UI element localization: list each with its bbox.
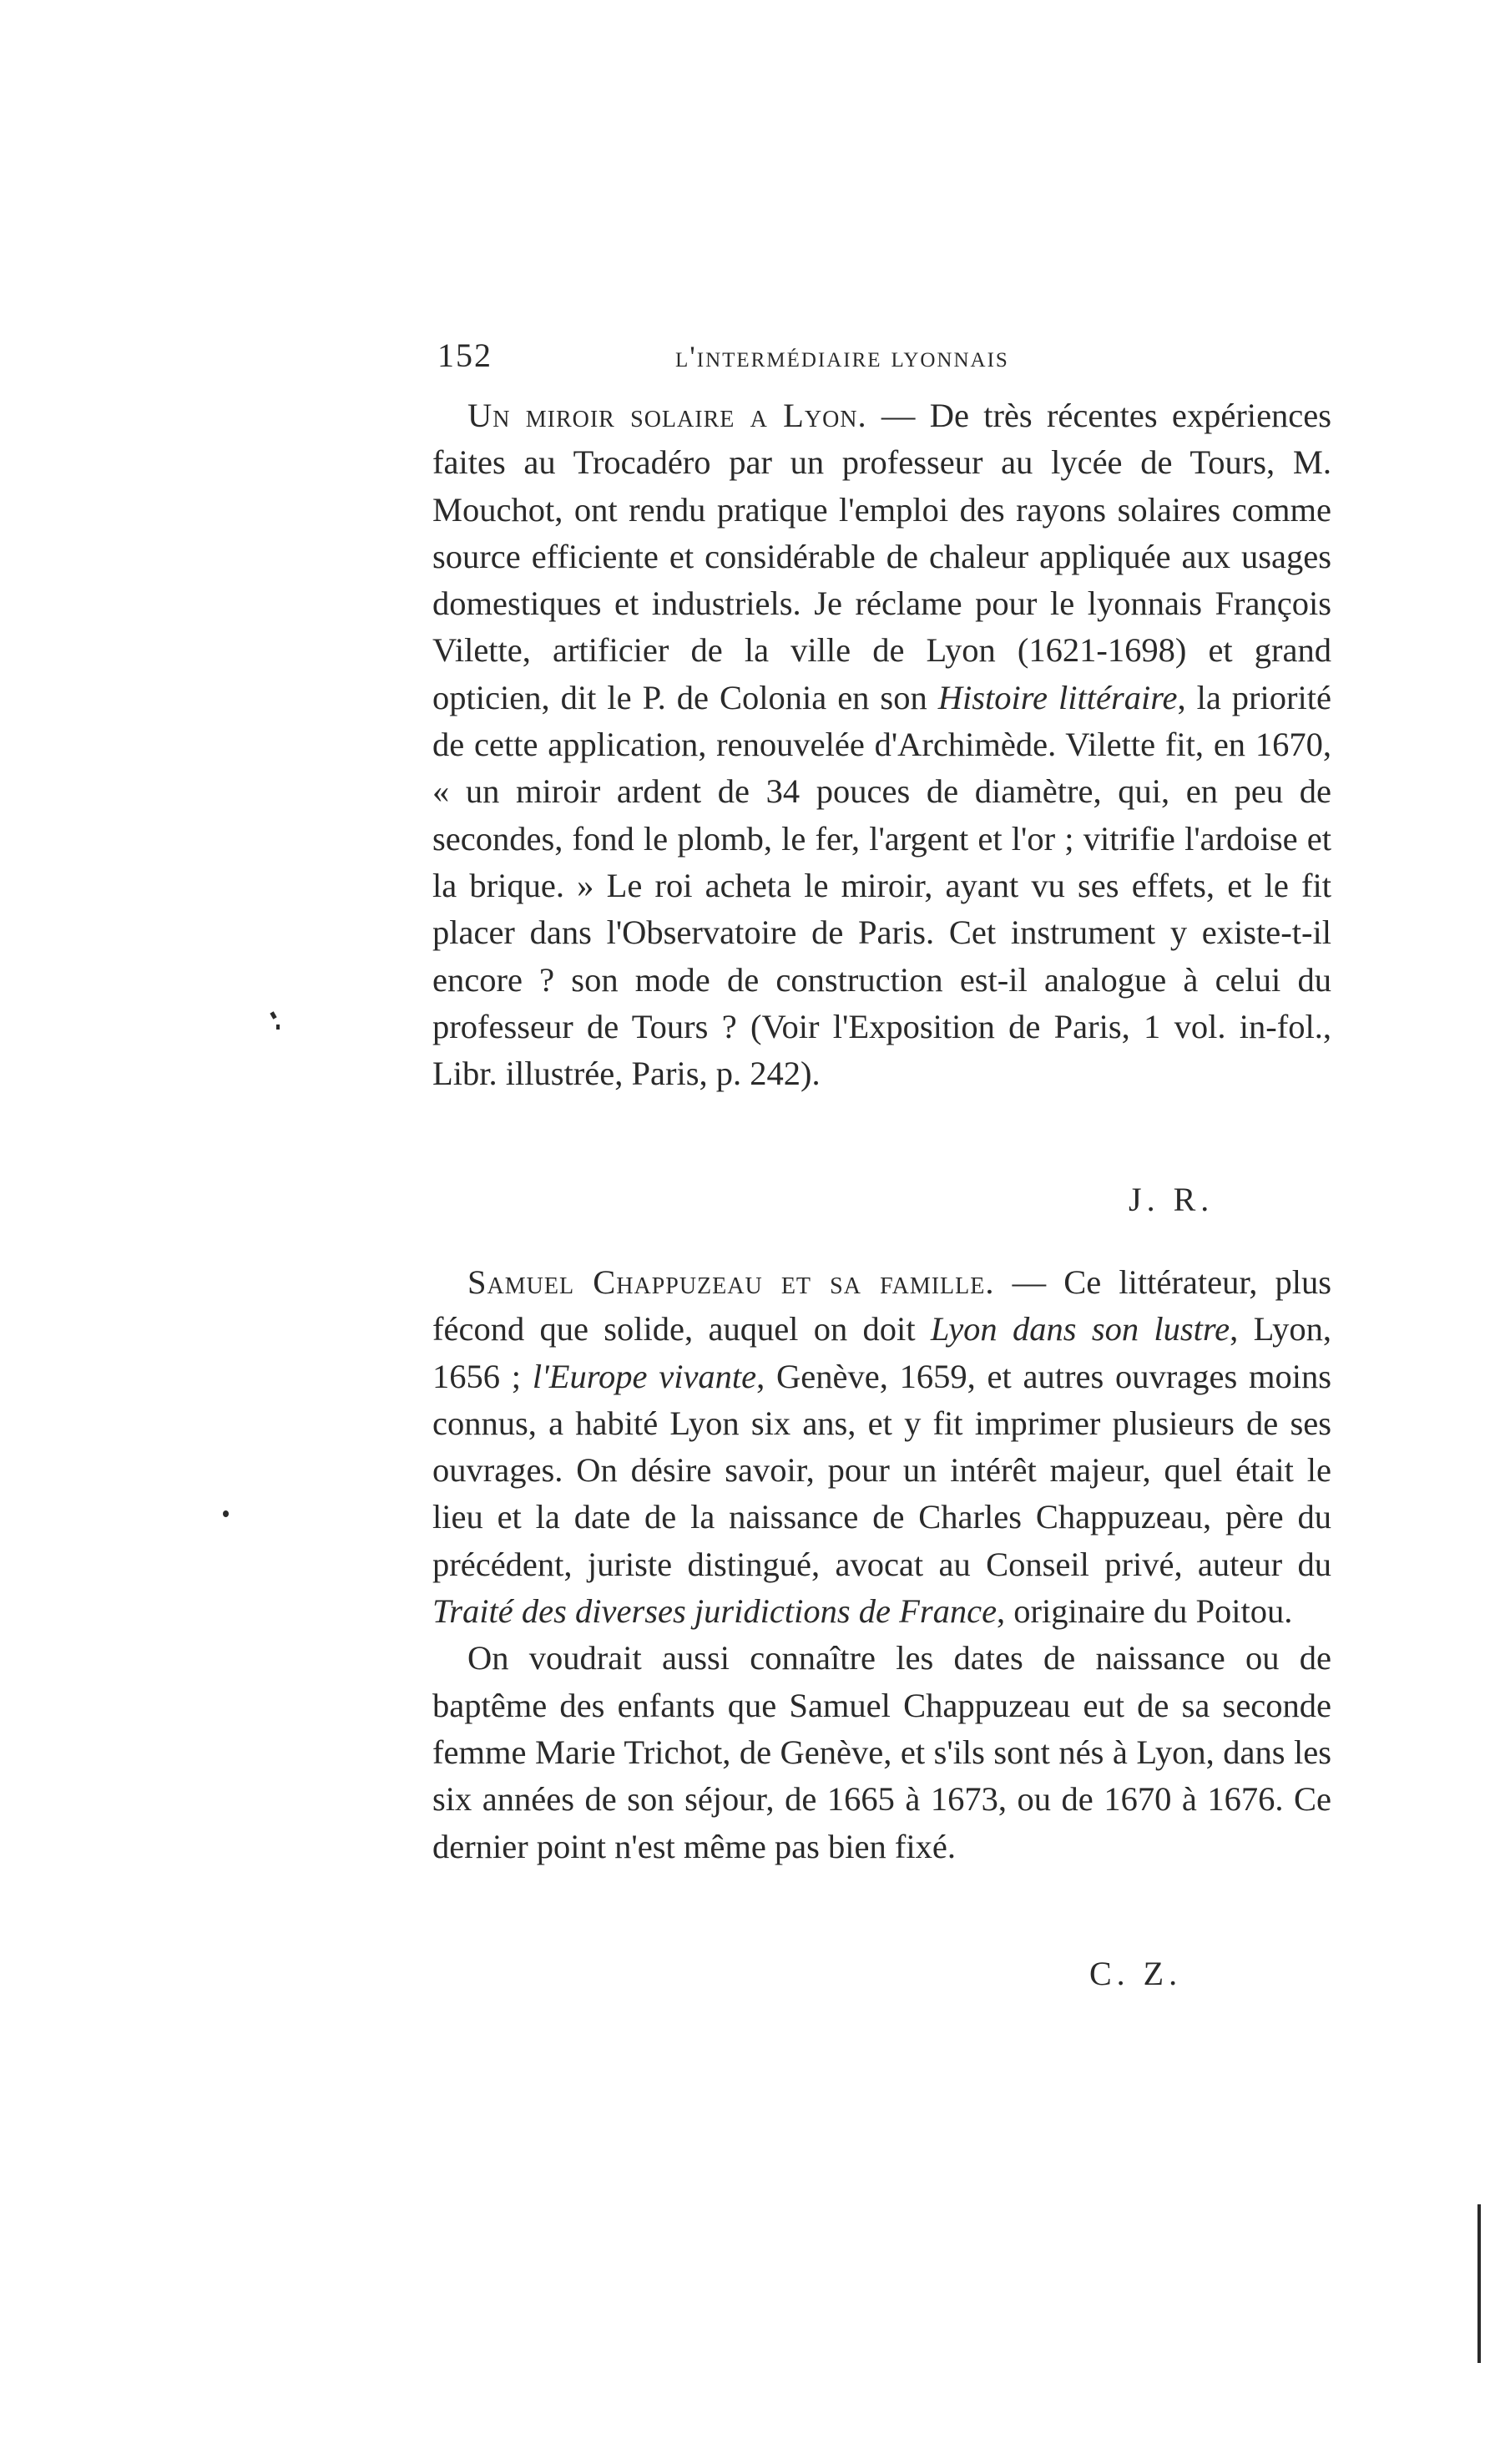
article-text: , la priorité de cette application, renouvelée d'Archimède. Vilette fit, en 1670, « un miroir ardent de 34 pouces de diamètre, qui, en peu de secondes, fond le plomb, le fer, l'argent et l'or ; vitrifie l'ardoise et la brique. » Le roi acheta le miroir, ayant vu ses effets, et le fit placer dans l'Observatoire de Paris. Cet instrument y existe-t-il encore ? son mode de construction est-il analogue à celui du professeur de Tours ? (Voir l'Exposition de Paris, 1 vol. in-fol., Libr. illustrée, Paris, p. 242). [432,678,1331,1093]
article-text: — De très récentes expériences faites au Trocadéro par un professeur au lycée de Tours, M. Mouchot, ont rendu pratique l'emploi des rayons solaires comme source efficiente et considérable de chaleur appliquée aux usages domestiques et industriels. Je réclame pour le lyonnais François Vilette, artificier de la ville de Lyon (1621-1698) et grand opticien, dit le P. de Colonia en son [432,397,1332,716]
article-paragraph [432,1259,1331,1635]
italic-title: Traité des diverses juridictions de France [432,1592,998,1631]
article-title: Samuel Chappuzeau et sa famille. [467,1263,995,1301]
signature: J. R. [1129,1181,1215,1218]
article-title: Un miroir solaire a Lyon. [467,397,867,434]
ink-speck [223,1510,229,1517]
article-chappuzeau [432,1259,1331,1870]
article-miroir-solaire [432,392,1331,1097]
italic-title: Histoire littéraire [937,678,1178,716]
scan-edge-line [1477,2204,1481,2363]
running-head [437,336,1326,382]
ink-speck [276,1025,280,1030]
page-number: 152 [437,336,492,374]
italic-title: l'Europe vivante [532,1357,757,1395]
running-title: l'intermédiaire lyonnais [675,340,1009,373]
article-text: , Lyon, 1656 ; [432,1310,1331,1395]
article-text: , Genève, 1659, et autres ouvrages moins connus, a habité Lyon six ans, et y fit imprimer plusieurs de ses ouvrages. On désire savoir, pour un intérêt majeur, quel était le lieu et la date de la naissance de Charles Chappuzeau, père du précédent, juriste distingué, avocat au Conseil privé, auteur du [432,1357,1331,1583]
article-text: — Ce littérateur, plus fécond que solide, auquel on doit [432,1263,1331,1348]
ink-speck [270,1011,276,1019]
article-paragraph [432,392,1331,1097]
italic-title: Lyon dans son lustre [930,1310,1230,1348]
article-text: , originaire du Poitou. [997,1592,1293,1631]
article-paragraph: On voudrait aussi connaître les dates de naissance ou de baptême des enfants que Samuel Chappuzeau eut de sa seconde femme Marie Trichot, de Genève, et s'ils sont nés à Lyon, dans les six années de son séjour, de 1665 à 1673, ou de 1670 à 1676. Ce dernier point n'est même pas bien fixé. [432,1639,1331,1865]
signature: C. Z. [1089,1955,1183,1992]
